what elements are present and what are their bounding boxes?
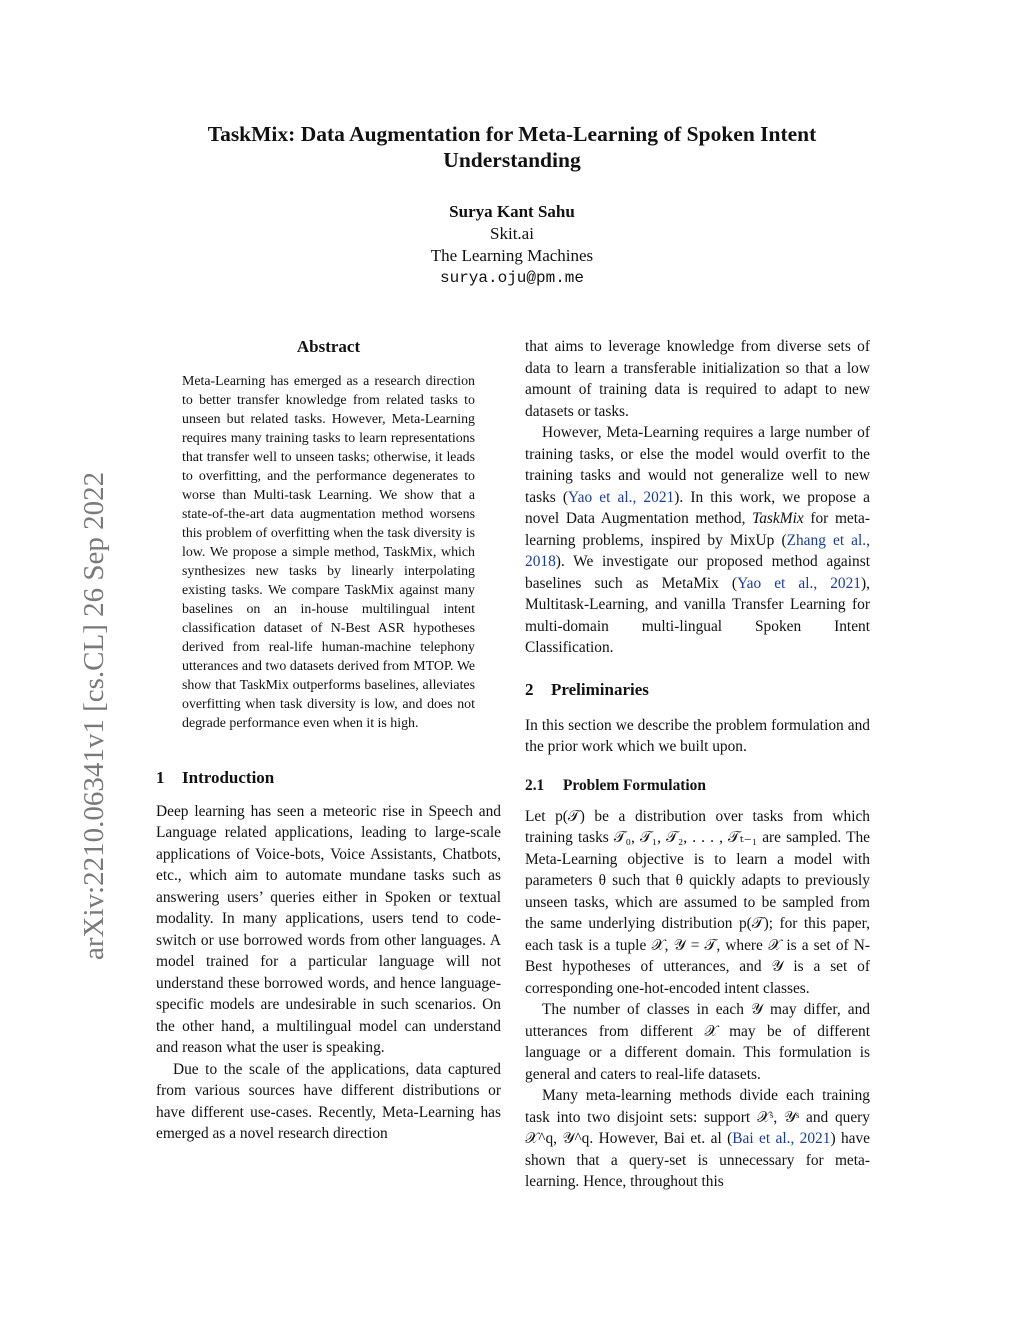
author-block	[150, 201, 874, 289]
section-title: Introduction	[182, 767, 275, 787]
paragraph: However, Meta-Learning requires a large number of training tasks, or else the model would overfit to the training tasks and would not generalize well to new tasks (Yao et al., 2021). In this work, we propose a novel Data Augmentation method, TaskMix for meta-learning problems, inspired by MixUp (Zhang et al., 2018). We investigate our proposed method against baselines such as MetaMix (Yao et al., 2021), Multitask-Learning, and vanilla Transfer Learning for multi-domain multi-lingual Spoken Intent Classification.	[525, 424, 870, 656]
citation-link[interactable]: Bai et al., 2021	[732, 1130, 831, 1147]
section-heading	[525, 679, 870, 701]
paragraph: The number of classes in each 𝒴 may differ, and utterances from different 𝒳 may be of different language or a different domain. This formulation is general and caters to real-life datasets.	[525, 1001, 870, 1083]
section-heading	[156, 767, 501, 789]
author-email[interactable]: surya.oju@pm.me	[439, 269, 585, 287]
paragraph: Many meta-learning methods divide each training task into two disjoint sets: support 𝒳ˢ, 𝒴ˢ and query 𝒳^q, 𝒴^q. However, Bai et. al (Bai et al., 2021) have shown that a query-set is unnecessary for meta-learning. Hence, throughout this	[525, 1087, 871, 1190]
affiliation: The Learning Machines	[430, 246, 594, 265]
section-number: 1	[156, 767, 165, 787]
arxiv-identifier: arXiv:2210.06341v1 [cs.CL] 26 Sep 2022	[78, 471, 110, 960]
section-number: 2	[525, 679, 534, 699]
paragraph: that aims to leverage knowledge from diverse sets of data to learn a transferable initialization so that a low amount of training data is required to adapt to new datasets or tasks.	[525, 338, 870, 420]
affiliation: Skit.ai	[490, 224, 534, 243]
paragraph: Let p(𝒯) be a distribution over tasks from which training tasks 𝒯₀, 𝒯₁, 𝒯₂, . . . , 𝒯ₜ₋₁ are sampled. The Meta-Learning objective is to learn a model with parameters θ such that θ quickly adapts to previously unseen tasks, which are assumed to be sampled from the same underlying distribution p(𝒯); for this paper, each task is a tuple 𝒳, 𝒴 = 𝒯, where 𝒳 is a set of N-Best hypotheses of utterances, and 𝒴 is a set of corresponding one-hot-encoded intent classes.	[525, 807, 870, 997]
abstract-heading: Abstract	[296, 337, 361, 356]
paragraph: Due to the scale of the applications, data captured from various sources have different distributions or have different use-cases. Recently, Meta-Learning has emerged as a novel research direction	[156, 1060, 501, 1142]
author-name: Surya Kant Sahu	[449, 202, 575, 221]
abstract-text: Meta-Learning has emerged as a research direction to better transfer knowledge from related tasks to unseen but related tasks. However, Meta-Learning requires many training tasks to learn representations that transfer well to unseen tasks; otherwise, it leads to overfitting, and the performance degenerates to worse than Multi-task Learning. We show that a state-of-the-art data augmentation method worsens this problem of overfitting when the task diversity is low. We propose a simple method, TaskMix, which synthesizes new tasks by linearly interpolating existing tasks. We compare TaskMix against many baselines on an in-house multilingual intent classification dataset of N-Best ASR hypotheses derived from real-life human-machine telephony utterances and two datasets derived from MTOP. We show that TaskMix outperforms baselines, alleviates overfitting when task diversity is low, and does not degrade performance even when it is high.	[182, 373, 475, 731]
paragraph: Deep learning has seen a meteoric rise in Speech and Language related applications, leading to large-scale applications of Voice-bots, Voice Assistants, Chatbots, etc., which aim to automate mundane tasks such as answering users’ queries either in Spoken or textual modality. In many applications, users tend to code-switch or use borrowed words from other languages. A model trained for a particular language will not understand these borrowed words, and hence language-specific models are undesirable in such scenarios. On the other hand, a multilingual model can understand and reason what the user is speaking.	[156, 802, 501, 1056]
citation-link[interactable]: Zhang et al., 2018	[525, 531, 870, 570]
section-title: Preliminaries	[551, 679, 649, 699]
method-name: TaskMix	[752, 510, 804, 527]
citation-link[interactable]: Yao et al., 2021	[737, 574, 862, 592]
citation-link[interactable]: Yao et al., 2021	[568, 488, 675, 506]
subsection-number: 2.1	[525, 776, 545, 794]
subsection-heading	[525, 776, 870, 796]
left-column	[156, 336, 501, 1145]
right-column	[525, 336, 870, 1193]
paper-title: TaskMix: Data Augmentation for Meta-Learning of Spoken Intent Understanding	[207, 122, 817, 172]
paragraph: In this section we describe the problem formulation and the prior work which we built upon.	[525, 716, 870, 755]
subsection-title: Problem Formulation	[563, 776, 706, 794]
